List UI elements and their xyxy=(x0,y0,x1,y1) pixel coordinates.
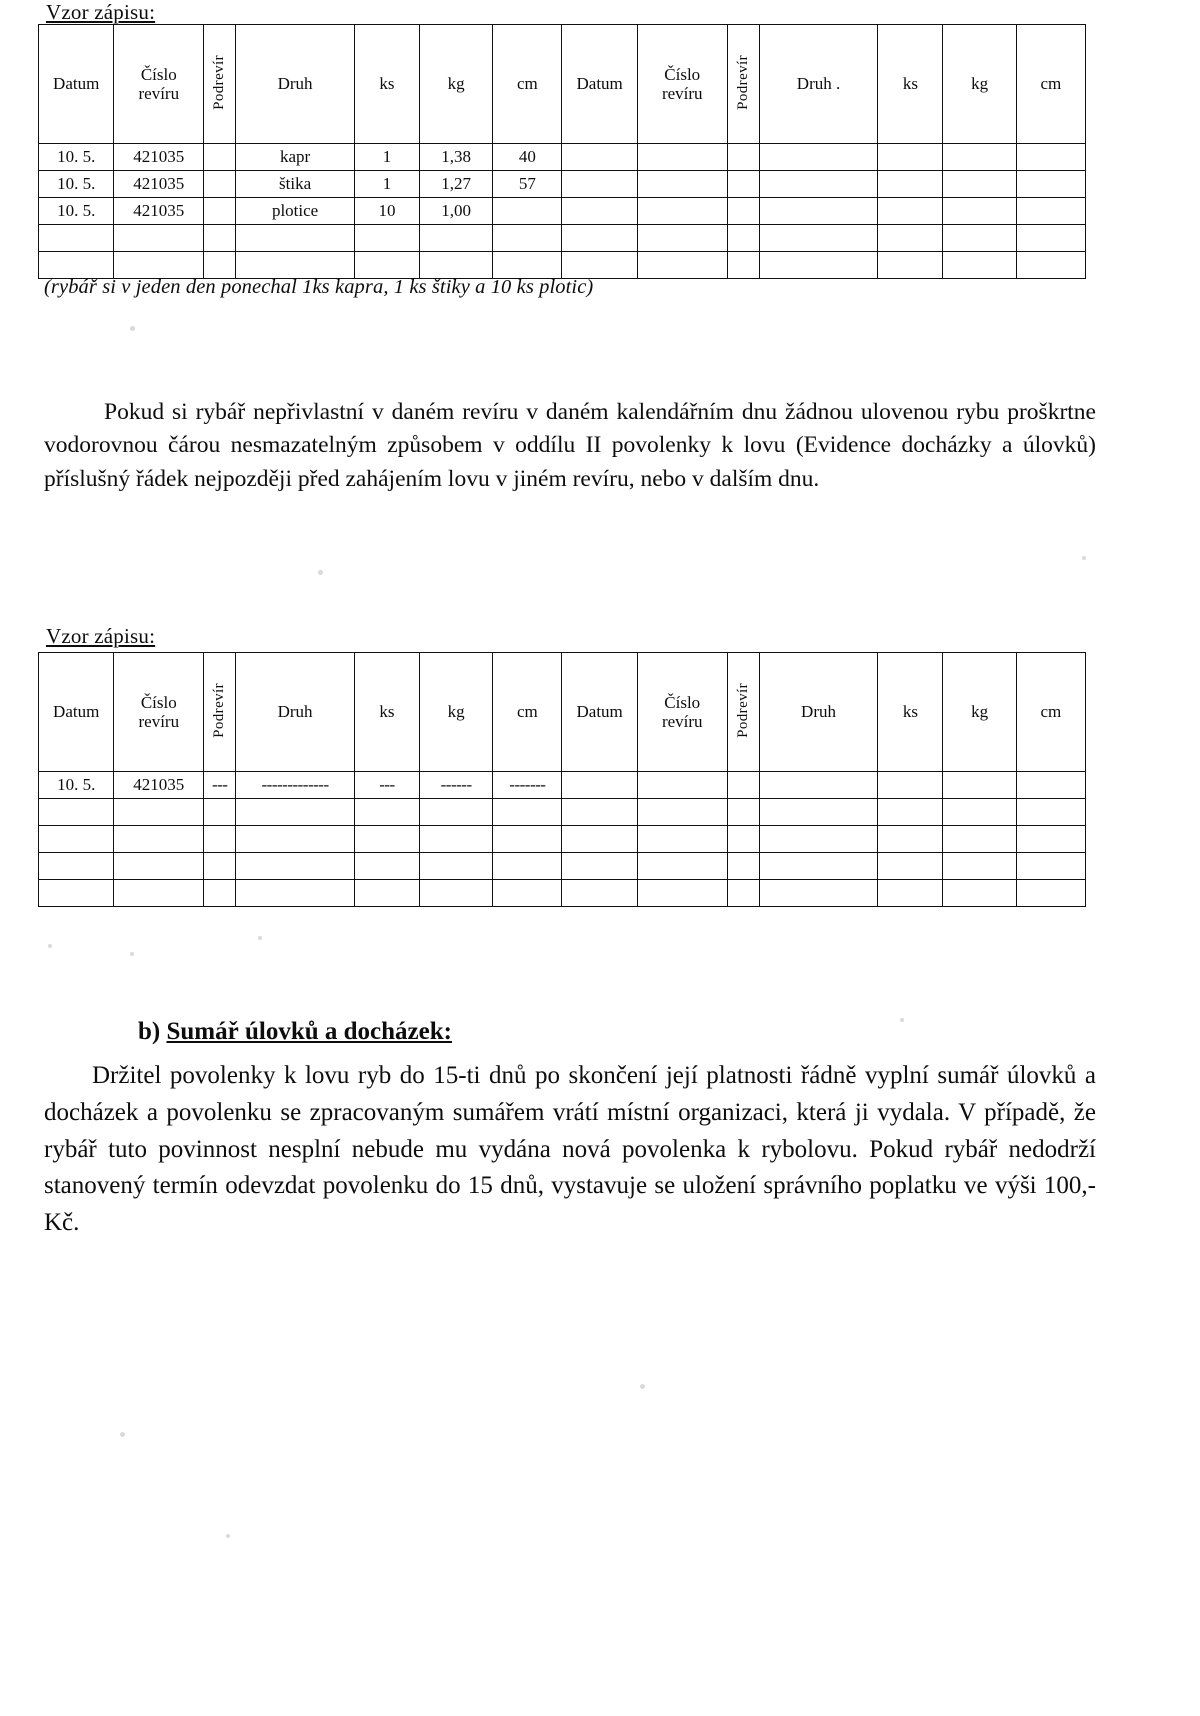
paragraph-summary-rules: Držitel povolenky k lovu ryb do 15-ti dnů po skončení její platnosti řádně vyplní sumář úlovků a docházek a povolenku se zpracovaným sumářem vrátí místní organizaci, která ji vydala. V případě, že rybář tuto povinnost nesplní nebude mu vydána nová povolenka k rybolovu. Pokud rybář nedodrží stanovený termín odevzdat povolenku do 15 dnů, vystavuje se uložení správního poplatku ve výši 100,-Kč. xyxy=(44,1062,1096,1236)
cell-datum: 10. 5. xyxy=(39,171,114,198)
cell-druh xyxy=(236,826,355,853)
cell-podrevir-2 xyxy=(727,225,759,252)
scan-speck xyxy=(48,944,52,948)
cell-cm-2 xyxy=(1016,198,1085,225)
cell-ks xyxy=(354,225,419,252)
cell-datum-2 xyxy=(562,853,637,880)
cell-druh: plotice xyxy=(236,198,355,225)
header-ks-left: ks xyxy=(354,653,419,772)
cell-podrevir xyxy=(204,171,236,198)
header-ks-left: ks xyxy=(354,25,419,144)
cell-cm-2 xyxy=(1016,171,1085,198)
header-datum-left: Datum xyxy=(39,653,114,772)
cell-ks: 10 xyxy=(354,198,419,225)
cell-cm xyxy=(493,799,562,826)
header-podrevir-right: Podrevír xyxy=(727,653,759,772)
section-b-heading xyxy=(138,1018,452,1046)
cell-datum: 10. 5. xyxy=(39,772,114,799)
cell-cm xyxy=(493,198,562,225)
header-podrevir-left: Podrevír xyxy=(204,25,236,144)
header-druh-right: Druh . xyxy=(759,25,878,144)
cell-ks-2 xyxy=(878,171,943,198)
cell-druh: štika xyxy=(236,171,355,198)
cell-cislo xyxy=(114,826,204,853)
cell-ks-2 xyxy=(878,198,943,225)
header-kg-left: kg xyxy=(419,25,492,144)
header-kg-right: kg xyxy=(943,653,1016,772)
scan-speck xyxy=(130,952,134,956)
cell-podrevir xyxy=(204,799,236,826)
header-cm-right: cm xyxy=(1016,653,1085,772)
cell-podrevir xyxy=(204,826,236,853)
cell-podrevir: --- xyxy=(204,772,236,799)
sample-entry-label-1: Vzor zápisu: xyxy=(46,0,156,24)
cell-datum xyxy=(39,225,114,252)
cell-cislo-2 xyxy=(637,853,727,880)
cell-cislo xyxy=(114,225,204,252)
cell-cislo-2 xyxy=(637,880,727,907)
cell-druh-2 xyxy=(759,853,878,880)
header-datum-left: Datum xyxy=(39,25,114,144)
header-cislo-reviru-left: Číslo revíru xyxy=(114,653,204,772)
cell-datum xyxy=(39,880,114,907)
cell-ks xyxy=(354,880,419,907)
cell-cislo-2 xyxy=(637,198,727,225)
cell-druh: ------------- xyxy=(236,772,355,799)
catch-record-table-1 xyxy=(38,24,1086,279)
paragraph-crossing-out-rule: Pokud si rybář nepřivlastní v daném revíru v daném kalendářním dnu žádnou ulovenou rybu proškrtne vodorovnou čárou nesmazatelným způsobem v oddílu II povolenky k lovu (Evidence docházky a úlovků) příslušný řádek nejpozději před zahájením lovu v jiném revíru, nebo v dalším dnu. xyxy=(44,399,1096,492)
cell-cislo-2 xyxy=(637,252,727,279)
cell-cislo-2 xyxy=(637,225,727,252)
cell-ks-2 xyxy=(878,144,943,171)
cell-cm-2 xyxy=(1016,225,1085,252)
table-header-row xyxy=(39,653,1086,772)
header-podrevir-left: Podrevír xyxy=(204,653,236,772)
cell-druh-2 xyxy=(759,144,878,171)
scan-speck xyxy=(226,1534,230,1538)
cell-ks: 1 xyxy=(354,144,419,171)
cell-kg-2 xyxy=(943,171,1016,198)
table-row xyxy=(39,144,1086,171)
cell-podrevir xyxy=(204,853,236,880)
cell-ks xyxy=(354,799,419,826)
cell-cm: 57 xyxy=(493,171,562,198)
header-kg-right: kg xyxy=(943,25,1016,144)
cell-podrevir xyxy=(204,252,236,279)
cell-ks xyxy=(354,252,419,279)
cell-podrevir xyxy=(204,198,236,225)
cell-cislo xyxy=(114,853,204,880)
header-druh-left: Druh xyxy=(236,653,355,772)
cell-druh xyxy=(236,252,355,279)
table-header-row xyxy=(39,25,1086,144)
cell-kg xyxy=(419,853,492,880)
table-row xyxy=(39,171,1086,198)
cell-cm: ------- xyxy=(493,772,562,799)
cell-ks-2 xyxy=(878,772,943,799)
cell-datum-2 xyxy=(562,826,637,853)
cell-kg xyxy=(419,225,492,252)
cell-ks-2 xyxy=(878,853,943,880)
table-row xyxy=(39,772,1086,799)
cell-ks xyxy=(354,826,419,853)
cell-cm xyxy=(493,826,562,853)
cell-kg-2 xyxy=(943,799,1016,826)
cell-cm: 40 xyxy=(493,144,562,171)
cell-ks-2 xyxy=(878,880,943,907)
cell-podrevir-2 xyxy=(727,772,759,799)
cell-kg-2 xyxy=(943,198,1016,225)
scan-speck xyxy=(1082,556,1086,560)
cell-druh-2 xyxy=(759,826,878,853)
cell-druh xyxy=(236,799,355,826)
cell-kg: 1,38 xyxy=(419,144,492,171)
cell-cislo xyxy=(114,252,204,279)
cell-ks: --- xyxy=(354,772,419,799)
cell-datum-2 xyxy=(562,171,637,198)
cell-cm xyxy=(493,880,562,907)
cell-kg-2 xyxy=(943,144,1016,171)
header-cm-left: cm xyxy=(493,653,562,772)
cell-podrevir-2 xyxy=(727,198,759,225)
cell-datum-2 xyxy=(562,252,637,279)
table-row xyxy=(39,198,1086,225)
cell-druh-2 xyxy=(759,772,878,799)
header-cm-left: cm xyxy=(493,25,562,144)
header-cislo-reviru-left: Číslo revíru xyxy=(114,25,204,144)
cell-ks-2 xyxy=(878,799,943,826)
cell-datum: 10. 5. xyxy=(39,198,114,225)
cell-druh-2 xyxy=(759,252,878,279)
header-druh-left: Druh xyxy=(236,25,355,144)
cell-cm-2 xyxy=(1016,826,1085,853)
cell-druh-2 xyxy=(759,198,878,225)
cell-podrevir-2 xyxy=(727,171,759,198)
cell-kg xyxy=(419,799,492,826)
cell-cm xyxy=(493,853,562,880)
cell-druh: kapr xyxy=(236,144,355,171)
header-druh-right: Druh xyxy=(759,653,878,772)
cell-ks-2 xyxy=(878,826,943,853)
scan-speck xyxy=(120,1432,125,1437)
cell-podrevir-2 xyxy=(727,880,759,907)
cell-podrevir xyxy=(204,225,236,252)
cell-datum-2 xyxy=(562,772,637,799)
header-datum-right: Datum xyxy=(562,25,637,144)
cell-cislo xyxy=(114,799,204,826)
cell-podrevir-2 xyxy=(727,853,759,880)
header-cm-right: cm xyxy=(1016,25,1085,144)
cell-cm-2 xyxy=(1016,880,1085,907)
cell-cm xyxy=(493,225,562,252)
cell-cislo: 421035 xyxy=(114,171,204,198)
table-row xyxy=(39,252,1086,279)
cell-datum: 10. 5. xyxy=(39,144,114,171)
cell-podrevir-2 xyxy=(727,252,759,279)
cell-cm xyxy=(493,252,562,279)
cell-druh-2 xyxy=(759,171,878,198)
cell-kg: ------ xyxy=(419,772,492,799)
cell-cislo-2 xyxy=(637,799,727,826)
table-row xyxy=(39,880,1086,907)
cell-ks xyxy=(354,853,419,880)
cell-kg xyxy=(419,252,492,279)
cell-podrevir-2 xyxy=(727,799,759,826)
cell-datum-2 xyxy=(562,799,637,826)
cell-cislo: 421035 xyxy=(114,198,204,225)
table-row xyxy=(39,799,1086,826)
cell-cm-2 xyxy=(1016,252,1085,279)
cell-cm-2 xyxy=(1016,144,1085,171)
cell-kg-2 xyxy=(943,880,1016,907)
cell-kg: 1,00 xyxy=(419,198,492,225)
cell-podrevir xyxy=(204,144,236,171)
header-podrevir-right: Podrevír xyxy=(727,25,759,144)
cell-datum-2 xyxy=(562,880,637,907)
header-kg-left: kg xyxy=(419,653,492,772)
cell-datum-2 xyxy=(562,225,637,252)
cell-cm-2 xyxy=(1016,853,1085,880)
section-b-marker: b) xyxy=(138,1018,167,1045)
cell-ks: 1 xyxy=(354,171,419,198)
cell-cm-2 xyxy=(1016,772,1085,799)
header-ks-right: ks xyxy=(878,653,943,772)
cell-cislo-2 xyxy=(637,171,727,198)
table-row xyxy=(39,225,1086,252)
table-row xyxy=(39,826,1086,853)
cell-cislo xyxy=(114,880,204,907)
cell-druh xyxy=(236,225,355,252)
cell-datum-2 xyxy=(562,198,637,225)
scan-speck xyxy=(318,570,323,575)
scan-speck xyxy=(130,326,135,331)
cell-podrevir xyxy=(204,880,236,907)
cell-kg: 1,27 xyxy=(419,171,492,198)
cell-datum xyxy=(39,826,114,853)
cell-kg-2 xyxy=(943,225,1016,252)
cell-druh-2 xyxy=(759,880,878,907)
cell-datum xyxy=(39,799,114,826)
cell-cm-2 xyxy=(1016,799,1085,826)
cell-kg-2 xyxy=(943,772,1016,799)
cell-podrevir-2 xyxy=(727,826,759,853)
cell-druh-2 xyxy=(759,225,878,252)
cell-kg-2 xyxy=(943,826,1016,853)
cell-datum-2 xyxy=(562,144,637,171)
cell-cislo-2 xyxy=(637,144,727,171)
cell-kg-2 xyxy=(943,853,1016,880)
cell-kg xyxy=(419,880,492,907)
table-caption-1: (rybář si v jeden den ponechal 1ks kapra, 1 ks štiky a 10 ks plotic) xyxy=(44,276,594,298)
cell-cislo: 421035 xyxy=(114,144,204,171)
cell-ks-2 xyxy=(878,252,943,279)
header-datum-right: Datum xyxy=(562,653,637,772)
header-cislo-reviru-right: Číslo revíru xyxy=(637,25,727,144)
sample-entry-label-2: Vzor zápisu: xyxy=(46,624,156,648)
scan-speck xyxy=(258,936,262,940)
cell-datum xyxy=(39,853,114,880)
catch-record-table-2 xyxy=(38,652,1086,907)
scan-speck xyxy=(640,1384,645,1389)
header-ks-right: ks xyxy=(878,25,943,144)
cell-druh xyxy=(236,880,355,907)
cell-druh-2 xyxy=(759,799,878,826)
table-row xyxy=(39,853,1086,880)
cell-ks-2 xyxy=(878,225,943,252)
cell-kg-2 xyxy=(943,252,1016,279)
cell-kg xyxy=(419,826,492,853)
scan-speck xyxy=(900,1018,904,1022)
header-cislo-reviru-right: Číslo revíru xyxy=(637,653,727,772)
cell-druh xyxy=(236,853,355,880)
cell-podrevir-2 xyxy=(727,144,759,171)
cell-cislo-2 xyxy=(637,772,727,799)
section-b-title: Sumář úlovků a docházek: xyxy=(166,1018,452,1045)
cell-cislo: 421035 xyxy=(114,772,204,799)
cell-cislo-2 xyxy=(637,826,727,853)
cell-datum xyxy=(39,252,114,279)
